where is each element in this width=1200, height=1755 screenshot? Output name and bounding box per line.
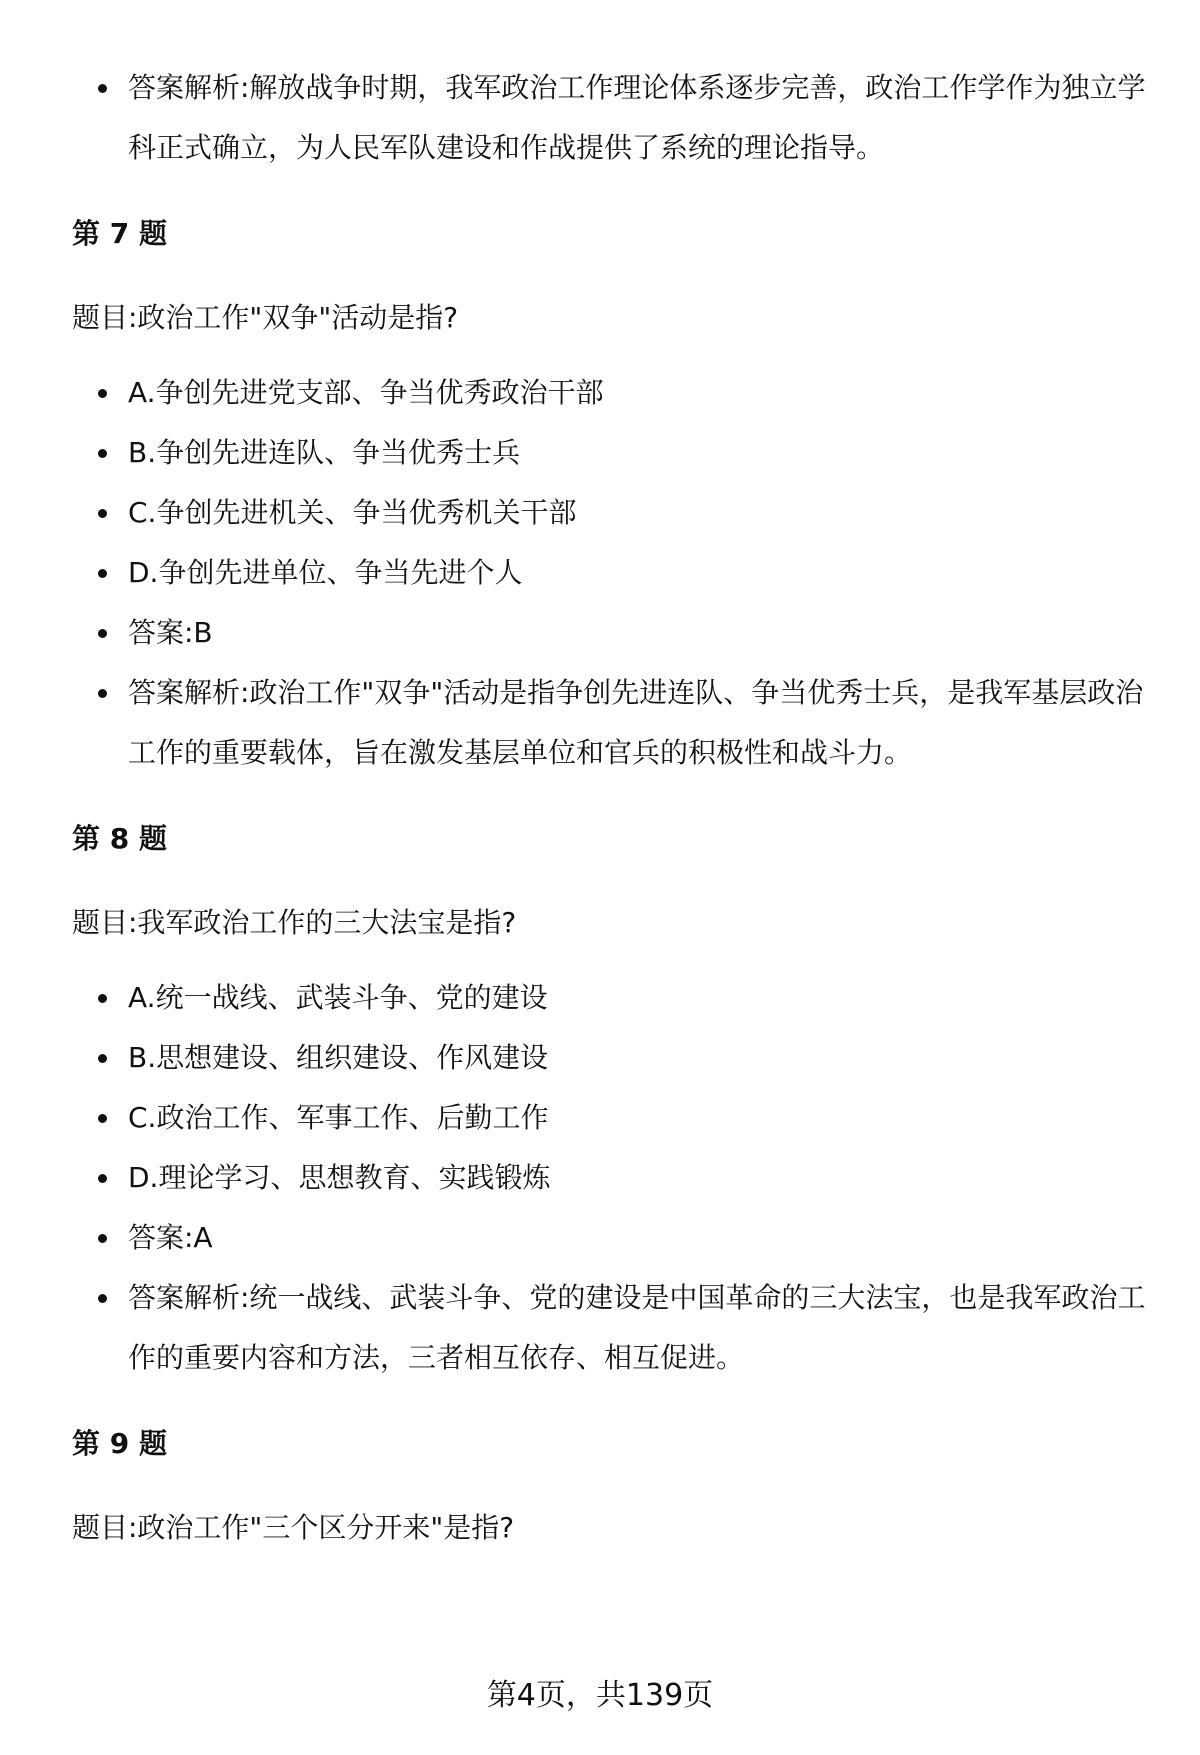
q6-tail-list [72, 58, 1152, 178]
question-9 [72, 1424, 1152, 1548]
option-c: C.争创先进机关、争当优秀机关干部 [72, 483, 1152, 543]
q6-analysis: 答案解析:解放战争时期，我军政治工作理论体系逐步完善，政治工作学作为独立学科正式确立，为人民军队建设和作战提供了系统的理论指导。 [72, 58, 1152, 178]
answer: 答案:A [72, 1208, 1152, 1268]
option-a: A.争创先进党支部、争当优秀政治干部 [72, 363, 1152, 423]
page-number: 第4页，共139页 [486, 1678, 714, 1713]
question-prompt: 题目:我军政治工作的三大法宝是指? [72, 906, 517, 939]
document-page [72, 58, 1152, 1573]
option-d: D.争创先进单位、争当先进个人 [72, 543, 1152, 603]
question-prompt: 题目:政治工作"三个区分开来"是指? [72, 1511, 515, 1544]
question-prompt: 题目:政治工作"双争"活动是指? [72, 301, 459, 334]
answer: 答案:B [72, 603, 1152, 663]
question-heading: 第 9 题 [72, 1427, 167, 1460]
option-b: B.思想建设、组织建设、作风建设 [72, 1028, 1152, 1088]
question-8 [72, 819, 1152, 1388]
question-options [72, 363, 1152, 783]
question-heading: 第 7 题 [72, 217, 167, 250]
option-b: B.争创先进连队、争当优秀士兵 [72, 423, 1152, 483]
question-heading: 第 8 题 [72, 822, 167, 855]
question-7 [72, 214, 1152, 783]
option-c: C.政治工作、军事工作、后勤工作 [72, 1088, 1152, 1148]
answer-analysis: 答案解析:统一战线、武装斗争、党的建设是中国革命的三大法宝，也是我军政治工作的重要内容和方法，三者相互依存、相互促进。 [72, 1268, 1152, 1388]
option-a: A.统一战线、武装斗争、党的建设 [72, 968, 1152, 1028]
option-d: D.理论学习、思想教育、实践锻炼 [72, 1148, 1152, 1208]
answer-analysis: 答案解析:政治工作"双争"活动是指争创先进连队、争当优秀士兵，是我军基层政治工作的重要载体，旨在激发基层单位和官兵的积极性和战斗力。 [72, 663, 1152, 783]
question-options [72, 968, 1152, 1388]
